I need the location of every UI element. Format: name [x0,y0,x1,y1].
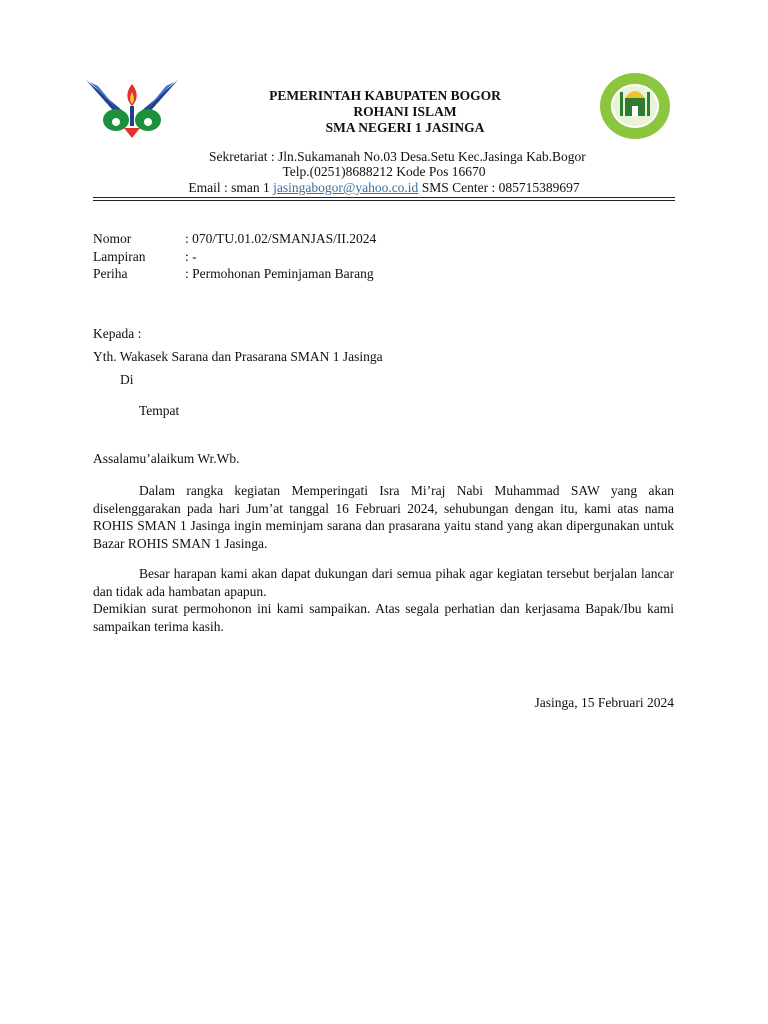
header-organization: ROHANI ISLAM [353,104,457,119]
email-link[interactable]: jasingabogor@yahoo.co.id [273,180,419,195]
nomor-label: Nomor [93,231,132,246]
kepada-label: Kepada : [93,326,142,341]
lampiran-label: Lampiran [93,249,146,264]
header-contact [0,180,768,196]
perihal-label: Periha [93,266,128,281]
recipient-di: Di [120,372,134,387]
email-prefix: Email : sman 1 [188,180,274,195]
header-divider-thick [93,197,675,198]
recipient-name: Yth. Wakasek Sarana dan Prasarana SMAN 1 Jasinga [93,349,383,364]
place-date: Jasinga, 15 Februari 2024 [534,695,674,710]
perihal-value: : Permohonan Peminjaman Barang [185,266,374,281]
sms-center: SMS Center : 085715389697 [418,180,580,195]
header-government: PEMERINTAH KABUPATEN BOGOR [269,88,501,103]
body-paragraph-3: Demikian surat permohonon ini kami sampaikan. Atas segala perhatian dan kerjasama Bapak/Ibu kami sampaikan terima kasih. [93,601,674,634]
header-school: SMA NEGERI 1 JASINGA [325,120,485,135]
nomor-value: : 070/TU.01.02/SMANJAS/II.2024 [185,231,377,246]
header-divider-thin [93,200,675,201]
body-paragraph-1: Dalam rangka kegiatan Memperingati Isra Mi’raj Nabi Muhammad SAW yang akan diselenggarakan pada hari Jum’at tanggal 16 Februari 2024, sehubungan dengan itu, kami atas nama ROHIS SMAN 1 Jasinga ingin meminjam sarana dan prasarana yaitu stand yang akan dipergunakan untuk Bazar ROHIS SMAN 1 Jasinga. [93,483,674,551]
greeting: Assalamu’alaikum Wr.Wb. [93,451,240,466]
school-emblem-icon [84,76,180,142]
header-address: Sekretariat : Jln.Sukamanah No.03 Desa.Setu Kec.Jasinga Kab.Bogor [209,149,586,164]
recipient-place: Tempat [139,403,180,418]
header-phone: Telp.(0251)8688212 Kode Pos 16670 [282,164,486,179]
lampiran-value: : - [185,249,197,264]
body-paragraph-2: Besar harapan kami akan dapat dukungan dari semua pihak agar kegiatan tersebut berjalan lancar dan tidak ada hambatan apapun. [93,566,674,599]
